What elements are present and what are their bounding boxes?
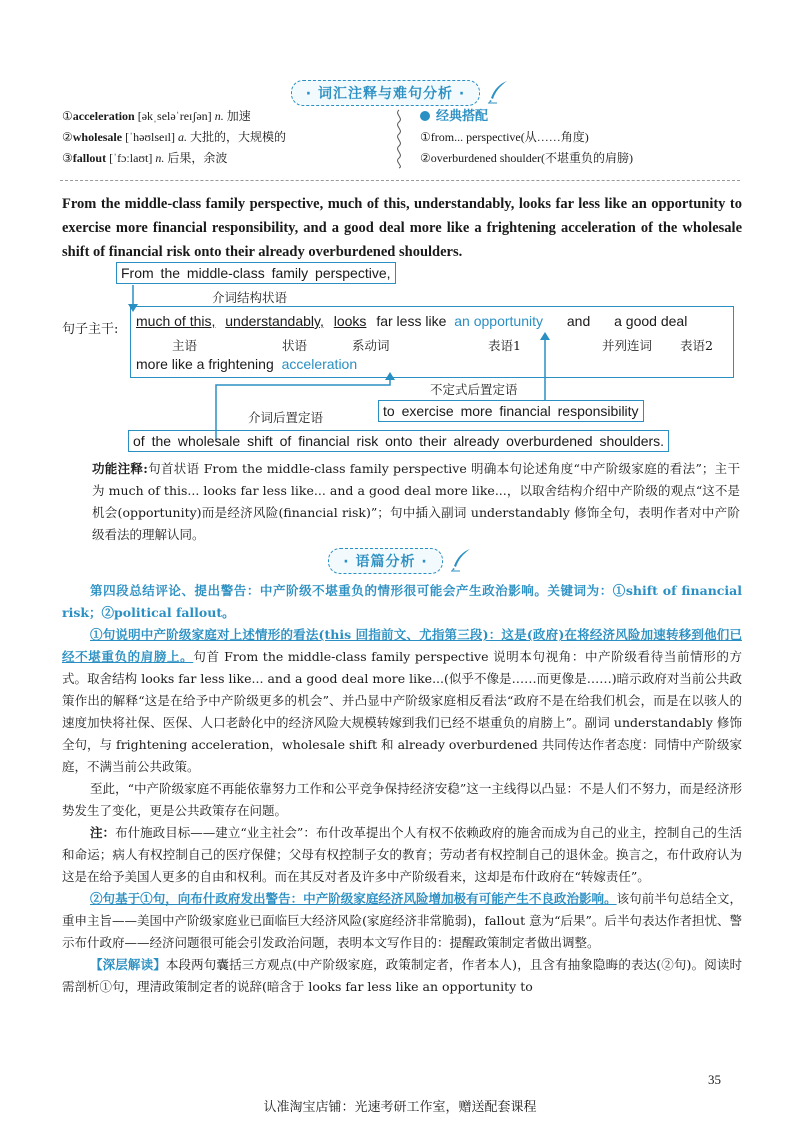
page-number: 35 — [708, 1072, 721, 1087]
quill-pen-icon — [450, 548, 472, 572]
vocab-item: ①acceleration [əkˌseləˈreɪʃən] n. 加速 — [62, 109, 251, 123]
footer-note: 认准淘宝店铺：光速考研工作室，赠送配套课程 — [263, 1100, 537, 1115]
discourse-body — [62, 580, 742, 998]
phrase-item: ①from... perspective(从……角度) — [420, 130, 589, 144]
label-adverbial-phrase: 介词结构状语 — [212, 290, 288, 305]
paragraph-sentence-1: ①句说明中产阶级家庭对上述情形的看法(this 回指前文、尤指第三段)：这是(政府)在将经济风险加速转移到他们已经不堪重负的肩膀上。句首 From the middle-class family perspective 说明本句视角：中产阶级看待当前情形的方式。取舍结构 looks far less like... and a good deal more like...(似乎不像是……而更像是……)暗示政府对当前公共政策作出的解释“这是在给予中产阶级更多的机会”、并凸显中产阶级家庭相反看法“政府不是在给我们机会，而是在以骇人的速度加快将社保、医保、人口老龄化中的经济风险大规模转嫁到我们已经不堪重负的肩膀上”。副词 understandably 修饰全句，与 frightening acceleration，wholesale shift 和 already overburdened 共同传达作者态度：同情中产阶级家庭，不满当前公共政策。 — [62, 627, 742, 774]
paragraph-note: 注：布什施政目标——建立“业主社会”：布什改革提出个人有权不依赖政府的施舍而成为自己的业主，控制自己的生活和命运；病人有权控制自己的医疗保健；父母有权控制子女的教育；劳动者有权控制自己的退休金。换言之，布什政府认为这是在给予美国人更多的自由和权利。而在其反对者及许多中产阶级看来，这却是布什政府在“转嫁责任”。 — [62, 825, 742, 884]
trunk-line-2: more like a frightening acceleration — [136, 356, 358, 372]
vocab-section-title: · 词汇注释与难句分析 · — [0, 80, 800, 106]
label-predicative-1: 表语1 — [488, 338, 521, 353]
paragraph-summary: 第四段总结评论、提出警告：中产阶级不堪重负的情形很可能会产生政治影响。关键词为：①shift of financial risk；②political fallout。 — [62, 583, 742, 620]
phrases-header: 经典搭配 — [420, 106, 740, 127]
prep-phrase-box: From the middle-class family perspective, — [116, 262, 396, 284]
label-prep-attributive: 介词后置定语 — [248, 410, 324, 425]
label-adverbial: 状语 — [282, 338, 308, 353]
phrase-item: ②overburdened shoulder(不堪重负的肩膀) — [420, 151, 634, 165]
discourse-section-title: · 语篇分析 · — [0, 548, 800, 574]
label-predicative-2: 表语2 — [680, 338, 713, 353]
paragraph-deep-reading: 【深层解读】本段两句囊括三方观点(中产阶级家庭，政策制定者，作者本人)，且含有抽象隐晦的表达(②句)。阅读时需剖析①句，理清政策制定者的说辞(暗含于 looks far less like an opportunity to — [62, 957, 742, 994]
trunk-line-1: much of this, understandably, looks far less like an opportunity and a good deal — [136, 313, 688, 329]
vocab-item: ②wholesale [ˈhəʊlseɪl] a. 大批的，大规模的 — [62, 130, 287, 144]
paragraph-conclusion: 至此，“中产阶级家庭不再能依靠努力工作和公平竞争保持经济安稳”这一主线得以凸显：不是人们不努力，而是经济形势发生了变化，更是公共政策存在问题。 — [62, 781, 742, 818]
function-note: 功能注释:句首状语 From the middle-class family perspective 明确本句论述角度“中产阶级家庭的看法”；主干为 much of this... looks far less like... and a good deal more like...，以取舍结构介绍中产阶级的观点“这不是机会(opportunity)而是经济风险(financial risk)”；句中插入副词 understandably 修饰全句，表明作者对中产阶级看法的理解认同。 — [92, 461, 740, 542]
analyzed-sentence: From the middle-class family perspective, much of this, understandably, looks far less like an opportunity to exercise more financial responsibility, and a good deal more like a frightening acceleration of the wholesale shift of financial risk onto their already overburdened shoulders. — [62, 196, 742, 260]
label-conjunction: 并列连词 — [602, 338, 653, 353]
paragraph-sentence-2: ②句基于①句，向布什政府发出警告：中产阶级家庭经济风险增加极有可能产生不良政治影响。该句前半句总结全文，重申主旨——美国中产阶级家庭业已面临巨大经济风险(家庭经济非常脆弱)，fallout 意为“后果”。后半句表达作者担忧、警示布什政府——经济问题很可能会引发政治问题，表明本文写作目的：提醒政策制定者做出调整。 — [62, 891, 742, 950]
label-linking-verb: 系动词 — [352, 338, 390, 353]
label-subject: 主语 — [172, 338, 198, 353]
prep-attributive-box: of the wholesale shift of financial risk onto their already overburdened shoulders. — [128, 430, 669, 452]
infinitive-box: to exercise more financial responsibility — [378, 400, 644, 422]
trunk-label: 句子主干: — [62, 322, 119, 337]
vocab-item: ③fallout [ˈfɔːlaʊt] n. 后果，余波 — [62, 151, 228, 165]
label-infinitive-attributive: 不定式后置定语 — [430, 382, 518, 397]
